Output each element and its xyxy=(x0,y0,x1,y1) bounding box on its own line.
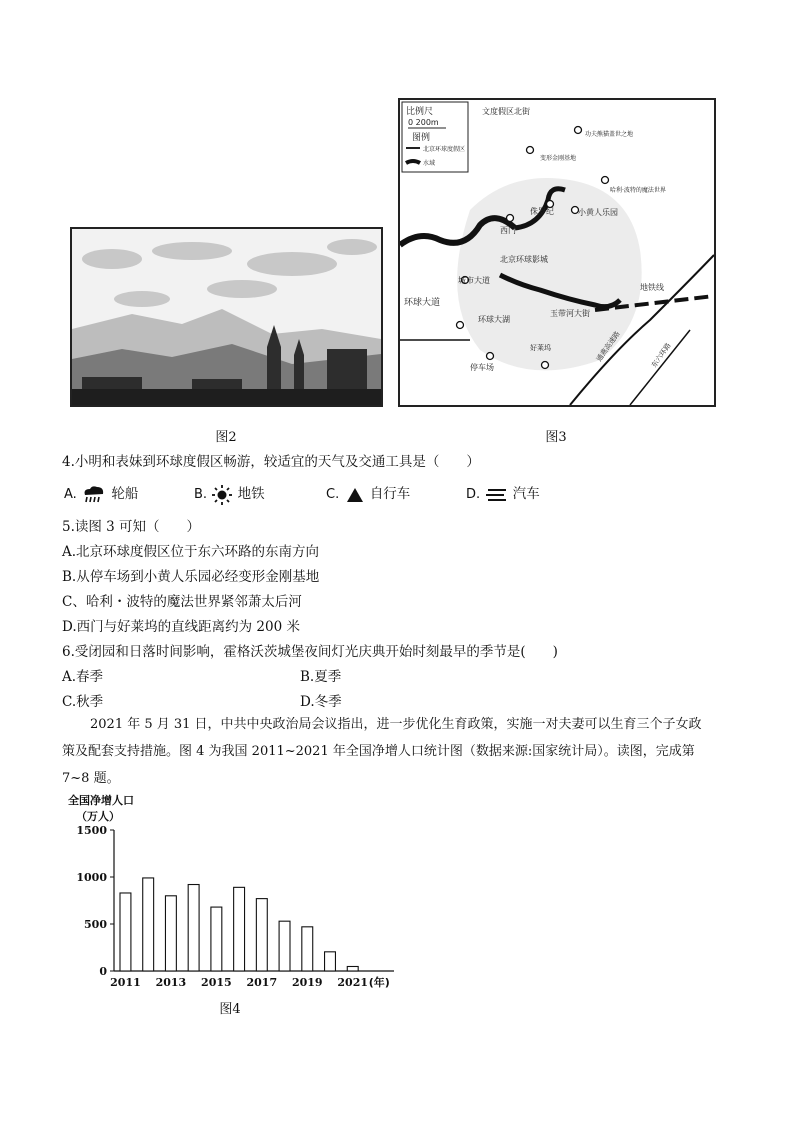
chart-bar-2014 xyxy=(188,885,199,971)
figure-3-map xyxy=(398,98,716,407)
map-label-lake: 环球大湖 xyxy=(478,315,510,324)
option-letter: C. xyxy=(326,487,340,502)
chart-bar-2016 xyxy=(234,887,245,971)
passage xyxy=(62,711,734,792)
map-label-harry-potter: 哈利·波特的魔法世界 xyxy=(610,187,666,194)
q6-option-a[interactable]: A.春季 xyxy=(62,669,104,685)
question-4-stem: 4.小明和表妹到环球度假区畅游，较适宜的天气及交通工具是（ ） xyxy=(62,454,480,470)
map-label-subway: 地铁线 xyxy=(640,283,664,292)
fog-weather-icon xyxy=(484,485,508,505)
triangle-weather-icon xyxy=(344,485,366,505)
chart-bar-2012 xyxy=(143,878,154,971)
map-label-kung-fu-panda: 功夫熊猫盖世之地 xyxy=(585,131,634,138)
figure-3-caption: 图3 xyxy=(545,430,567,445)
map-legend-item-1: 北京环球度假区 xyxy=(423,146,466,153)
map-label-studio: 北京环球影城 xyxy=(500,255,548,264)
figure-2-photo xyxy=(70,227,383,407)
chart-y-tick-label: 500 xyxy=(84,918,107,931)
chart-y-tick-label: 0 xyxy=(99,965,107,978)
question-6-stem: 6.受闭园和日落时间影响，霍格沃茨城堡夜间灯光庆典开始时刻最早的季节是( ) xyxy=(62,644,558,660)
q6-option-b[interactable]: B.夏季 xyxy=(300,669,342,685)
map-label-west-gate: 西门 xyxy=(500,226,516,235)
map-label-yuhe: 玉带河大街 xyxy=(550,309,590,318)
map-label-xiaoyan-road: 通燕高速路 xyxy=(595,329,622,364)
chart-x-tick-label: 2013 xyxy=(155,976,187,989)
q5-option-c[interactable]: C、哈利・波特的魔法世界紧邻萧太后河 xyxy=(62,594,302,610)
option-letter: D. xyxy=(466,487,481,502)
chart-y-tick-label: 1500 xyxy=(76,824,107,837)
chart-bar-2020 xyxy=(325,952,336,971)
q4-option-a[interactable] xyxy=(64,482,138,505)
passage-line-2: 策及配套支持措施。图 4 为我国 2011~2021 年全国净增人口统计图（数据来源:国家统计局）。读图，完成第 xyxy=(62,744,695,759)
rain-weather-icon xyxy=(81,485,107,505)
q4-option-b[interactable] xyxy=(194,482,265,505)
q5-option-d[interactable]: D.西门与好莱坞的直线距离约为 200 米 xyxy=(62,619,300,635)
map-label-city-avenue: 城市大道 xyxy=(458,276,490,285)
chart-x-axis-label: (年) xyxy=(368,976,390,989)
map-label-transformers: 变形金刚基地 xyxy=(540,155,577,162)
chart-bar-2015 xyxy=(211,907,222,971)
map-label-parking: 停车场 xyxy=(470,363,494,372)
chart-x-tick-label: 2011 xyxy=(110,976,141,989)
chart-title: 全国净增人口 xyxy=(68,794,134,807)
option-letter: B. xyxy=(194,487,208,502)
option-text: 轮船 xyxy=(111,486,139,502)
chart-y-axis-label: （万人） xyxy=(76,810,120,823)
net-population-bar-chart xyxy=(62,790,402,1000)
resort-map xyxy=(400,100,714,405)
map-scale-value: 0 200m xyxy=(408,118,439,127)
q6-option-d[interactable]: D.冬季 xyxy=(300,694,342,710)
q5-option-b[interactable]: B.从停车场到小黄人乐园必经变形金刚基地 xyxy=(62,569,320,585)
map-label-dongliu-road: 东六环路 xyxy=(650,341,673,370)
option-text: 汽车 xyxy=(512,486,540,502)
question-5-stem: 5.读图 3 可知（ ） xyxy=(62,519,201,535)
chart-bar-2017 xyxy=(256,899,267,971)
map-legend-title: 图例 xyxy=(412,133,431,143)
q4-option-c[interactable] xyxy=(326,482,410,505)
figure-4-chart xyxy=(62,790,402,1000)
chart-x-tick-label: 2019 xyxy=(291,976,323,989)
map-label-north-street: 文度假区北街 xyxy=(482,107,530,116)
q6-option-c[interactable]: C.秋季 xyxy=(62,694,104,710)
q5-option-a[interactable]: A.北京环球度假区位于东六环路的东南方向 xyxy=(62,544,320,560)
chart-x-tick-label: 2021 xyxy=(337,976,369,989)
passage-line-1: 2021 年 5 月 31 日，中共中央政治局会议指出，进一步优化生育政策，实施一对夫妻可以生育三个子女政 xyxy=(90,717,702,732)
passage-line-3: 7~8 题。 xyxy=(62,771,120,786)
figure-2-caption: 图2 xyxy=(215,430,237,445)
chart-bar-2019 xyxy=(302,927,313,971)
map-scale-label: 比例尺 xyxy=(406,107,434,117)
chart-bar-2021 xyxy=(347,966,358,971)
sun-weather-icon xyxy=(211,485,233,505)
map-label-ring-road: 环球大道 xyxy=(404,298,441,308)
chart-bar-2011 xyxy=(120,893,131,971)
map-legend-item-2: 水域 xyxy=(423,160,436,167)
castle-photo-illustration xyxy=(72,229,381,405)
map-label-hollywood: 好莱坞 xyxy=(530,344,551,352)
figure-4-caption: 图4 xyxy=(219,1002,241,1017)
option-text: 地铁 xyxy=(237,486,265,502)
map-label-jurassic: 侏罗纪 xyxy=(530,207,554,216)
chart-x-tick-label: 2015 xyxy=(201,976,232,989)
chart-bar-2018 xyxy=(279,921,290,971)
chart-x-tick-label: 2017 xyxy=(246,976,278,989)
map-label-minions: 小黄人乐园 xyxy=(578,208,618,217)
chart-bar-2013 xyxy=(165,896,176,971)
q4-option-d[interactable] xyxy=(466,482,540,505)
chart-y-tick-label: 1000 xyxy=(76,871,107,884)
option-text: 自行车 xyxy=(369,486,411,502)
option-letter: A. xyxy=(64,487,77,502)
